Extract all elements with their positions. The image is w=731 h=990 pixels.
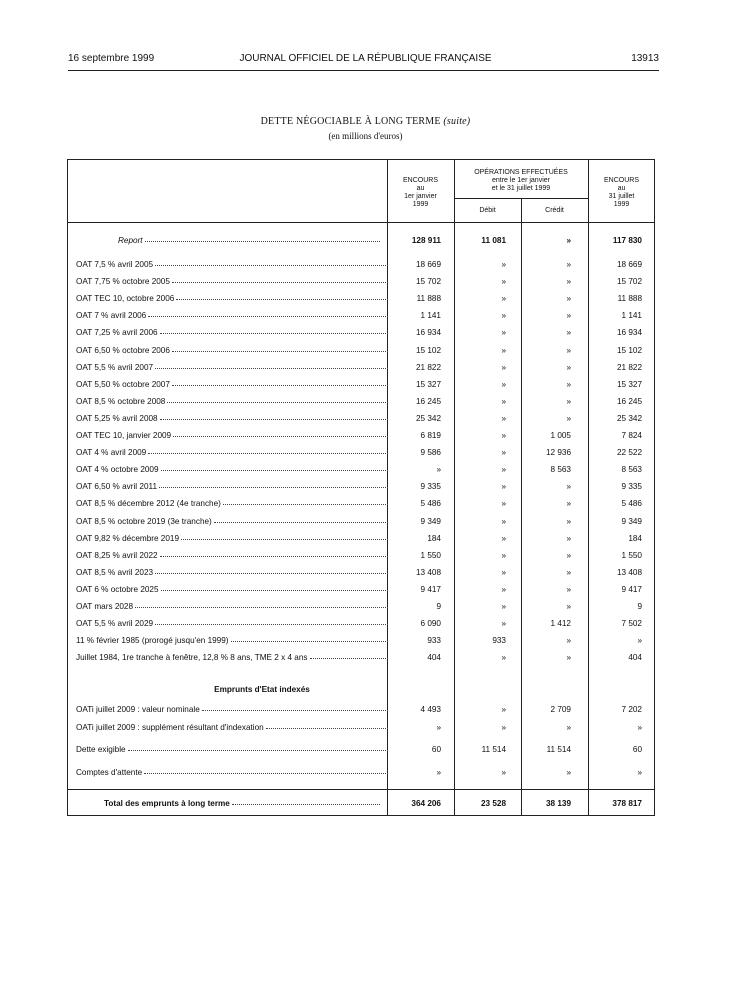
row-value: » (501, 413, 506, 423)
row-value: » (501, 431, 506, 440)
row-value: » (501, 723, 506, 732)
row-value: » (637, 723, 642, 732)
table-row (68, 499, 656, 513)
row-value: 933 (427, 636, 441, 646)
table-row (68, 653, 656, 667)
row-value: » (501, 396, 506, 406)
table-row (68, 745, 656, 759)
row-value: » (501, 379, 506, 389)
row-value: 9 (436, 602, 441, 611)
row-value: 6 819 (420, 431, 441, 440)
row-value: » (566, 533, 571, 543)
row-value: 1 412 (550, 619, 571, 629)
row-value: » (566, 636, 571, 646)
row-label: OAT 6,50 % octobre 2006 (76, 345, 170, 355)
row-value: 7 824 (621, 431, 642, 440)
row-value: » (566, 723, 571, 732)
row-label: OAT 4 % avril 2009 (76, 448, 147, 458)
row-value: » (566, 499, 571, 509)
row-label: OAT 8,25 % avril 2022 (76, 550, 158, 560)
row-value: » (501, 311, 506, 321)
row-value: 1 005 (550, 431, 571, 440)
table-row (68, 568, 656, 582)
row-value: 933 (492, 636, 506, 646)
row-value: » (566, 328, 571, 338)
table-row (68, 414, 656, 428)
row-value: » (566, 413, 571, 423)
header-bottom-rule (68, 222, 654, 223)
row-label: Juillet 1984, 1re tranche à fenêtre, 12,8 % 8 ans, TME 2 x 4 ans (76, 653, 308, 663)
table-row (68, 517, 656, 531)
row-label: OAT 8,5 % avril 2023 (76, 567, 154, 577)
table-title-suite: (suite) (443, 116, 471, 127)
row-value: » (501, 482, 506, 492)
table-row (68, 551, 656, 565)
row-value: » (566, 584, 571, 594)
row-value: » (501, 619, 506, 629)
row-label: OAT 6,50 % avril 2011 (76, 482, 158, 492)
table-row (68, 277, 656, 291)
row-value: » (566, 768, 571, 777)
row-value: 12 936 (545, 448, 571, 458)
row-value: » (566, 516, 571, 526)
row-value: 5 486 (621, 499, 642, 509)
row-label: OAT 8,5 % octobre 2019 (3e tranche) (76, 516, 212, 526)
row-value: 16 934 (415, 328, 441, 338)
row-value: 404 (427, 653, 441, 663)
row-label: OAT 5,5 % avril 2029 (76, 619, 154, 629)
row-value: » (501, 465, 506, 475)
row-label: OAT 4 % octobre 2009 (76, 465, 159, 475)
row-label: OAT mars 2028 (76, 602, 134, 611)
row-value: » (501, 653, 506, 663)
row-value: 9 349 (621, 516, 642, 526)
row-value: 9 349 (420, 516, 441, 526)
row-value: 16 245 (415, 396, 441, 406)
row-label: OAT 7,75 % octobre 2005 (76, 277, 170, 287)
header-rule (68, 70, 659, 71)
row-value: » (436, 723, 441, 732)
table-row-report: Report 128 911 11 081 » 117 830 (118, 236, 642, 245)
row-value: 7 502 (621, 619, 642, 629)
row-value: 7 202 (621, 705, 642, 714)
row-value: » (501, 499, 506, 509)
row-value: » (566, 345, 571, 355)
table-row (68, 705, 656, 719)
table-row (68, 431, 656, 445)
row-value: 9 586 (420, 448, 441, 458)
row-value: » (501, 277, 506, 287)
row-value: » (566, 379, 571, 389)
row-value: » (501, 362, 506, 372)
row-value: » (566, 311, 571, 321)
header-journal-title: JOURNAL OFFICIEL DE LA RÉPUBLIQUE FRANÇAISE (239, 53, 492, 64)
row-value: » (566, 396, 571, 406)
header-page-number: 13913 (631, 53, 659, 64)
table-title (0, 116, 731, 127)
table-row (68, 311, 656, 325)
row-label: OATi juillet 2009 : supplément résultant d'indexation (76, 723, 264, 732)
row-value: 60 (632, 745, 642, 754)
row-value: » (566, 550, 571, 560)
row-value: 8 563 (621, 465, 642, 475)
row-label: OAT 9,82 % décembre 2019 (76, 533, 180, 543)
table-row (68, 260, 656, 274)
row-value: » (637, 768, 642, 777)
row-value: 13 408 (616, 567, 642, 577)
row-value: 184 (427, 533, 441, 543)
row-value: 18 669 (616, 260, 642, 269)
row-value: 11 514 (546, 745, 571, 754)
debt-table (67, 159, 655, 816)
row-value: » (566, 567, 571, 577)
row-value: 11 514 (481, 745, 506, 754)
row-value: 11 888 (416, 294, 441, 304)
row-label: OAT 7,25 % avril 2006 (76, 328, 158, 338)
row-label: OAT 5,5 % avril 2007 (76, 362, 154, 372)
table-row (68, 534, 656, 548)
row-value: 18 669 (415, 260, 441, 269)
row-value: 404 (628, 653, 642, 663)
row-value: 9 (637, 602, 642, 611)
row-value: 15 102 (415, 345, 441, 355)
row-value: 13 408 (415, 567, 441, 577)
table-row (68, 768, 656, 782)
row-value: » (501, 768, 506, 777)
row-value: » (566, 362, 571, 372)
row-value: 16 934 (616, 328, 642, 338)
row-value: 9 335 (621, 482, 642, 492)
row-value: » (436, 768, 441, 777)
header-date: 16 septembre 1999 (68, 53, 155, 64)
table-row (68, 397, 656, 411)
row-label: 11 % février 1985 (prorogé jusqu'en 1999) (76, 636, 229, 646)
table-row (68, 380, 656, 394)
row-value: » (566, 482, 571, 492)
row-value: » (501, 448, 506, 458)
row-value: 25 342 (415, 413, 441, 423)
row-value: 8 563 (550, 465, 571, 475)
row-value: 9 417 (621, 584, 642, 594)
row-value: 15 702 (616, 277, 642, 287)
row-value: 9 417 (420, 584, 441, 594)
operations-subheader-rule (454, 198, 588, 199)
row-value: » (501, 550, 506, 560)
row-value: » (501, 602, 506, 611)
row-label: OAT 5,50 % octobre 2007 (76, 379, 170, 389)
row-value: » (501, 345, 506, 355)
row-value: 60 (431, 745, 441, 754)
table-row (68, 363, 656, 377)
row-value: 16 245 (616, 396, 642, 406)
row-value: » (501, 567, 506, 577)
table-row (68, 619, 656, 633)
row-label: OAT 7,5 % avril 2005 (76, 260, 154, 269)
row-label: OATi juillet 2009 : valeur nominale (76, 705, 200, 714)
table-row (68, 294, 656, 308)
col-encours-debut: ENCOURS au 1er janvier 1999 (402, 177, 438, 208)
row-value: 1 141 (621, 311, 642, 321)
row-label: OAT 5,25 % avril 2008 (76, 413, 158, 423)
row-value: » (566, 277, 571, 287)
col-debit: Débit (479, 207, 496, 214)
table-row (68, 448, 656, 462)
row-label: OAT TEC 10, octobre 2006 (76, 294, 175, 304)
table-row (68, 585, 656, 599)
row-value: 9 335 (420, 482, 441, 492)
table-row-total: Total des emprunts à long terme 364 206 23 528 38 139 378 817 (104, 799, 642, 808)
col-encours-fin: ENCOURS au 31 juillet 1999 (603, 177, 639, 208)
row-value: 184 (628, 533, 642, 543)
row-value: 5 486 (420, 499, 441, 509)
row-label: OAT 8,5 % décembre 2012 (4e tranche) (76, 499, 221, 509)
row-value: 25 342 (616, 413, 642, 423)
row-value: » (566, 602, 571, 611)
row-label: OAT 7 % avril 2006 (76, 311, 147, 321)
row-value: » (501, 328, 506, 338)
table-row (68, 636, 656, 650)
col-credit: Crédit (545, 207, 564, 214)
table-row (68, 602, 656, 616)
row-value: 15 327 (415, 379, 441, 389)
row-label: Dette exigible (76, 745, 126, 754)
row-value: 2 709 (550, 705, 571, 714)
row-value: » (501, 260, 506, 269)
row-value: 1 550 (621, 550, 642, 560)
row-value: 21 822 (616, 362, 642, 372)
row-value: » (501, 705, 506, 714)
row-value: 21 822 (415, 362, 441, 372)
row-value: 1 550 (420, 550, 441, 560)
row-value: 15 102 (616, 345, 642, 355)
row-value: » (501, 294, 506, 304)
row-value: » (566, 653, 571, 663)
row-value: 4 493 (420, 705, 441, 714)
row-value: » (501, 533, 506, 543)
row-value: 6 090 (420, 619, 441, 629)
row-value: » (566, 260, 571, 269)
row-label: OAT 8,5 % octobre 2008 (76, 396, 166, 406)
row-label: OAT TEC 10, janvier 2009 (76, 431, 172, 440)
row-label: Comptes d'attente (76, 768, 143, 777)
row-label: OAT 6 % octobre 2025 (76, 584, 159, 594)
row-value: » (637, 636, 642, 646)
total-top-rule (68, 789, 654, 790)
row-value: 1 141 (420, 311, 441, 321)
row-value: 15 327 (616, 379, 642, 389)
table-row (68, 346, 656, 360)
table-row (68, 723, 656, 737)
row-value: 22 522 (616, 448, 642, 458)
row-value: » (436, 465, 441, 475)
row-value: 15 702 (415, 277, 441, 287)
section-indexed-title: Emprunts d'Etat indexés (214, 685, 310, 694)
table-row (68, 328, 656, 342)
row-value: » (501, 584, 506, 594)
table-unit: (en millions d'euros) (328, 131, 403, 141)
table-row (68, 465, 656, 479)
col-operations: OPÉRATIONS EFFECTUÉES entre le 1er janvier et le 31 juillet 1999 (474, 169, 568, 192)
row-value: 11 888 (617, 294, 642, 304)
row-value: » (501, 516, 506, 526)
table-row (68, 482, 656, 496)
row-value: » (566, 294, 571, 304)
table-title-main: DETTE NÉGOCIABLE À LONG TERME (260, 116, 441, 127)
